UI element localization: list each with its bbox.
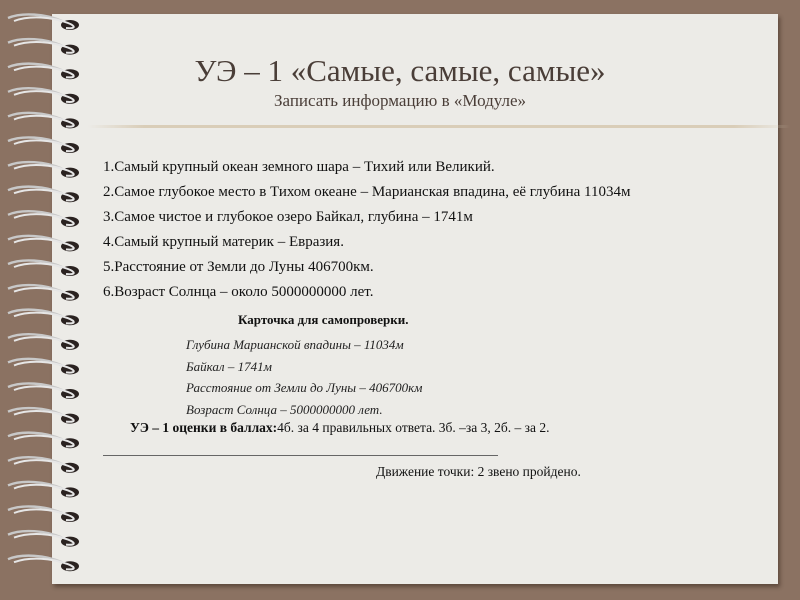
spiral-ring xyxy=(8,433,79,449)
spiral-ring xyxy=(8,113,79,129)
answer-item: Байкал – 1741м xyxy=(186,358,272,374)
answer-item: Возраст Солнца – 5000000000 лет. xyxy=(186,401,383,417)
spiral-ring xyxy=(8,334,79,350)
spiral-ring xyxy=(8,162,79,178)
fact-item: 3.Самое чистое и глубокое озеро Байкал, глубина – 1741м xyxy=(103,209,473,225)
spiral-ring xyxy=(8,137,79,153)
scoring-label: УЭ – 1 оценки в баллах: xyxy=(130,420,278,435)
spiral-ring xyxy=(8,187,79,203)
spiral-ring xyxy=(8,14,79,30)
spiral-ring xyxy=(8,531,79,547)
movement-status: Движение точки: 2 звено пройдено. xyxy=(376,464,581,479)
spiral-ring xyxy=(8,383,79,399)
fact-item: 6.Возраст Солнца – около 5000000000 лет. xyxy=(103,284,374,300)
title-divider xyxy=(88,123,790,131)
fact-item: 2.Самое глубокое место в Тихом океане – Марианская впадина, её глубина 11034м xyxy=(103,184,631,200)
answer-item: Глубина Марианской впадины – 11034м xyxy=(186,337,404,352)
spiral-ring xyxy=(8,457,79,473)
spiral-ring xyxy=(8,408,79,424)
fact-item: 4.Самый крупный материк – Евразия. xyxy=(103,234,344,250)
spiral-ring xyxy=(8,482,79,498)
slide-title: УЭ – 1 «Самые, самые, самые» xyxy=(194,53,606,88)
spiral-ring xyxy=(8,211,79,227)
facts-list xyxy=(103,155,630,305)
fact-item: 1.Самый крупный океан земного шара – Тихий или Великий. xyxy=(103,159,495,175)
spiral-ring xyxy=(8,236,79,252)
bottom-divider xyxy=(103,455,498,456)
spiral-ring xyxy=(8,359,79,375)
spiral-ring xyxy=(8,556,79,572)
answer-item: Расстояние от Земли до Луны – 406700км xyxy=(186,380,423,395)
spiral-ring xyxy=(8,310,79,326)
spiral-ring xyxy=(8,260,79,276)
spiral-ring xyxy=(8,506,79,522)
self-check-card-title: Карточка для самопроверки. xyxy=(238,312,409,327)
fact-item: 5.Расстояние от Земли до Луны 406700км. xyxy=(103,259,374,275)
self-check-answers xyxy=(186,334,422,420)
slide-subtitle: Записать информацию в «Модуле» xyxy=(273,91,527,110)
scoring-text: 4б. за 4 правильных ответа. 3б. –за 3, 2б. – за 2. xyxy=(277,420,550,435)
spiral-ring xyxy=(8,285,79,301)
scoring-line xyxy=(130,420,549,436)
title-block xyxy=(0,52,800,112)
